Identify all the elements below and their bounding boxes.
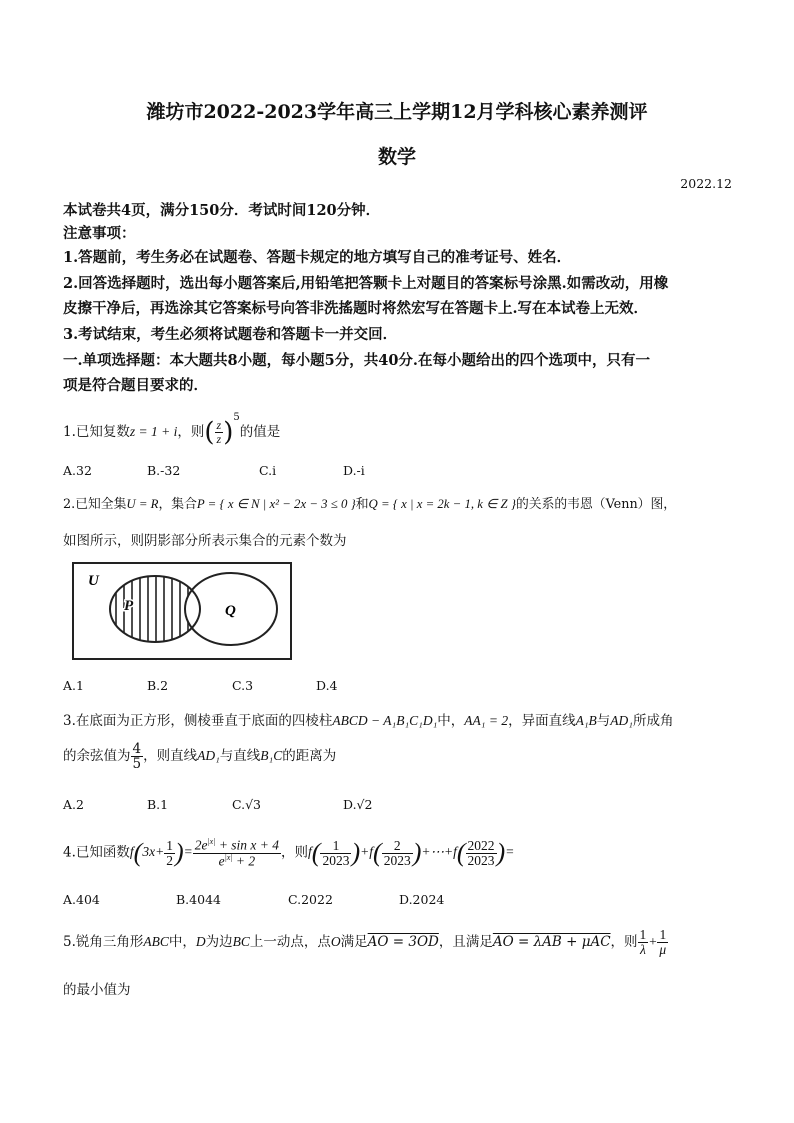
notice-item-3: 3.考试结束，考生必须将试题卷和答题卡一并交回． — [63, 326, 398, 343]
q5-text-b: 中， — [168, 933, 196, 950]
q3-prism: ABCD − A₁B₁C₁D₁ — [332, 713, 438, 728]
section-heading-cont: 项是符合题目要求的． — [63, 377, 208, 394]
q3-text-h: 与直线 — [219, 748, 261, 765]
q3-text-e: 所成角 — [632, 713, 674, 729]
q5-vector-eq2: AO = λAB + μAC — [492, 933, 611, 950]
q5-edge-bc: BC — [232, 933, 250, 949]
question-3-cont — [63, 742, 336, 771]
q2-option-b: B.2 — [147, 678, 169, 693]
q4-option-c: C.2022 — [288, 892, 333, 907]
q5-vector-eq1: AO = 3OD — [367, 933, 439, 950]
q3-ad1: AD₁ — [610, 713, 633, 728]
q5-text-d: 上一动点，点 — [249, 933, 331, 950]
subject-title: 数学 — [377, 146, 416, 168]
q2-option-c: C.3 — [232, 678, 254, 693]
q5-point-d: D — [195, 933, 206, 949]
q5-text-e: 满足 — [340, 933, 368, 950]
q3-text-i: 的距离为 — [282, 748, 337, 765]
question-2-cont: 如图所示，则阴影部分所表示集合的元素个数为 — [63, 533, 347, 549]
q3-text-g: ，则直线 — [143, 748, 198, 765]
q4-prefix: 4.已知函数 — [63, 844, 130, 861]
q2-option-a: A.1 — [63, 678, 84, 693]
venn-label-p: P — [124, 598, 134, 614]
q3-ad1-b: AD₁ — [197, 748, 220, 764]
q3-option-c: C.√3 — [232, 797, 262, 812]
venn-diagram — [70, 560, 294, 664]
q5-text-a: 5.锐角三角形 — [63, 933, 144, 950]
q1-expr: z = 1 + i — [129, 424, 178, 439]
q4-mid: ，则 — [281, 844, 309, 861]
q3-text-b: 中， — [437, 713, 465, 729]
venn-label-q: Q — [225, 603, 236, 619]
q4-sum-expr: f( $\frac{1}{2023}$ )+f( $\frac{2}{2023}$ )+⋯+f( $\frac{2022}{2023}$ )= — [308, 837, 515, 868]
notice-item-2: 2.回答选择题时，选出每小题答案后,用铅笔把答颗卡上对题目的答案标号涂黑.如需改动，用橡 — [63, 275, 669, 292]
q3-fraction: $\frac{4}{5}$ — [132, 741, 142, 773]
question-4 — [63, 838, 514, 868]
q5-expression: $\frac{1}{\lambda}$ + $\frac{1}{\mu}$ — [639, 927, 667, 958]
exam-date: 2022.12 — [680, 176, 732, 191]
q5-point-o: O — [330, 933, 341, 949]
q3-option-b: B.1 — [147, 797, 169, 812]
q1-option-a: A.32 — [63, 463, 92, 478]
q1-option-b: B.-32 — [147, 463, 181, 478]
question-3 — [63, 709, 673, 729]
notice-item-2-cont: 皮擦干净后，再选涂其它答案标号向答非洗搖题时将然宏写在答题卡上.写在本试卷上无效． — [63, 300, 649, 317]
q3-text-a: 3.在底面为正方形，侧棱垂直于底面的四棱柱 — [63, 713, 333, 729]
q5-text-g: ，则 — [610, 933, 638, 950]
notice-heading: 注意事项： — [63, 225, 136, 242]
universal-set-box — [73, 563, 291, 659]
q3-text-f: 的余弦值为 — [63, 748, 131, 765]
q5-text-c: 为边 — [205, 933, 233, 950]
q2-mid2: 和 — [355, 497, 369, 512]
q1-prefix: 1.已知复数 — [63, 424, 130, 440]
q2-prefix: 2.已知全集 — [63, 497, 127, 512]
q1-option-d: D.-i — [343, 463, 365, 478]
q3-option-a: A.2 — [63, 797, 84, 812]
q1-mid: ，则 — [177, 424, 205, 440]
q3-b1c: B₁C — [260, 748, 283, 764]
q2-set-q: Q = { x | x = 2k − 1, k ∈ Z } — [368, 497, 516, 511]
question-5-cont: 的最小值为 — [63, 982, 131, 998]
q4-option-b: B.4044 — [176, 892, 221, 907]
question-5 — [63, 928, 668, 957]
q3-option-d: D.√2 — [343, 797, 373, 812]
q1-power-expr: ( $\frac{z}{z}$ )$^5$ — [204, 412, 240, 448]
q1-option-c: C.i — [259, 463, 277, 478]
q2-set-p: P = { x ∈ N | x² − 2x − 3 ≤ 0 } — [196, 497, 356, 511]
q4-option-d: D.2024 — [399, 892, 445, 907]
q2-mid1: ，集合 — [158, 497, 197, 512]
section-heading: 一.单项选择题：本大题共8小题，每小题5分，共40分.在每小题给出的四个选项中，只有一 — [63, 352, 650, 369]
q3-text-c: ，异面直线 — [508, 713, 576, 729]
venn-label-u: U — [88, 573, 99, 589]
q4-option-a: A.404 — [63, 892, 100, 907]
exam-title: 潍坊市2022-2023学年高三上学期12月学科核心素养测评 — [146, 101, 648, 123]
question-2 — [63, 493, 676, 512]
q1-suffix: 的值是 — [239, 424, 281, 440]
q5-text-f: ，且满足 — [438, 933, 493, 950]
q2-universal-set: U = R — [126, 497, 159, 511]
question-1 — [63, 412, 280, 448]
q4-function-def: f(3x+ $\frac{1}{2}$ )= $\frac{2e^{|x|} + \sin x + 4}{e^{|x|} + 2}$ — [129, 837, 280, 869]
q3-a1b: A₁B — [575, 713, 597, 728]
q2-option-d: D.4 — [316, 678, 338, 693]
notice-item-1: 1.答题前，考生务必在试题卷、答题卡规定的地方填写自己的准考证号、姓名． — [63, 249, 572, 266]
exam-info: 本试卷共4页，满分150分．考试时间120分钟． — [63, 202, 381, 219]
q3-aa1: AA₁ = 2 — [464, 713, 509, 728]
q2-suffix: 的关系的韦恩（Venn）图， — [515, 497, 677, 512]
q5-triangle: ABC — [143, 933, 169, 949]
q3-text-d: 与 — [596, 713, 611, 729]
